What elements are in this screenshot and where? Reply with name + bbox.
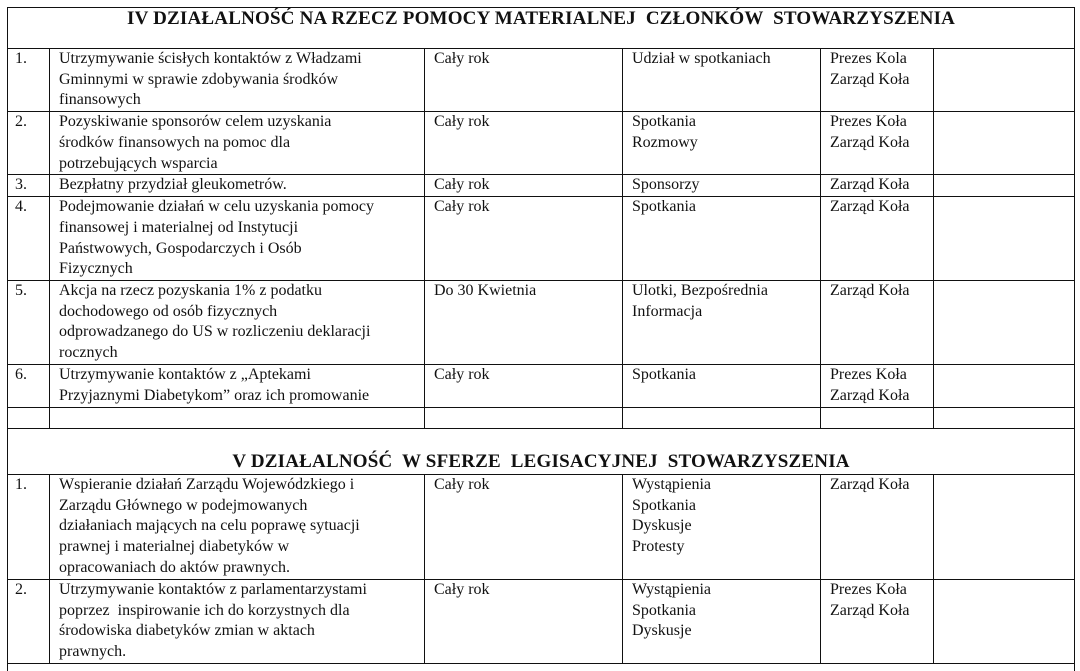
responsible-cell-line: Prezes Koła bbox=[830, 365, 907, 383]
activity-cell-line: działaniach mających na celu poprawę sytuacji bbox=[59, 517, 360, 535]
responsible-cell bbox=[821, 364, 934, 407]
responsible-cell-line: Zarząd Koła bbox=[830, 198, 910, 216]
notes-cell bbox=[934, 281, 1075, 365]
form-cell-line: Spotkania bbox=[632, 601, 696, 619]
activity-cell-line: Przyjaznymi Diabetykom” oraz ich promowanie bbox=[59, 386, 370, 404]
form-cell-line: Wystąpienia bbox=[632, 580, 712, 598]
responsible-cell-line: Zarząd Koła bbox=[830, 133, 910, 151]
activity-cell-line: Utrzymywanie kontaktów z parlamentarzystami bbox=[59, 580, 367, 598]
table-body bbox=[8, 8, 1075, 664]
form-cell bbox=[623, 281, 821, 365]
form-cell-line: Informacja bbox=[632, 302, 703, 320]
responsible-cell bbox=[821, 197, 934, 281]
activity-cell bbox=[50, 407, 425, 428]
form-cell bbox=[623, 112, 821, 175]
activity-cell-line: Utrzymywanie ścisłych kontaktów z Władzami bbox=[59, 50, 362, 67]
deadline-cell bbox=[425, 407, 623, 428]
deadline-cell: Cały rok bbox=[425, 474, 623, 579]
responsible-cell-line: Zarząd Koła bbox=[830, 386, 910, 404]
notes-cell bbox=[934, 579, 1075, 663]
row-number bbox=[8, 407, 50, 428]
responsible-cell bbox=[821, 474, 934, 579]
notes-cell bbox=[934, 49, 1075, 112]
table-row bbox=[8, 364, 1075, 407]
responsible-cell-line: Zarząd Koła bbox=[830, 70, 910, 88]
deadline-cell: Cały rok bbox=[425, 175, 623, 197]
form-cell bbox=[623, 364, 821, 407]
row-number: 2. bbox=[8, 579, 50, 663]
deadline-cell: Do 30 Kwietnia bbox=[425, 281, 623, 365]
deadline-cell: Cały rok bbox=[425, 112, 623, 175]
activity-cell-line: rocznych bbox=[59, 344, 118, 362]
activity-cell-line: Akcja na rzecz pozyskania 1% z podatku bbox=[59, 282, 322, 300]
form-cell bbox=[623, 407, 821, 428]
responsible-cell-line: Zarząd Koła bbox=[830, 475, 910, 493]
form-cell-line: Udział w spotkaniach bbox=[632, 50, 771, 67]
notes-cell bbox=[934, 197, 1075, 281]
activity-cell bbox=[50, 175, 425, 197]
form-cell bbox=[623, 197, 821, 281]
form-cell bbox=[623, 49, 821, 112]
responsible-cell bbox=[821, 112, 934, 175]
section-title: IV DZIAŁALNOŚĆ NA RZECZ POMOCY MATERIALNEJ CZŁONKÓW STOWARZYSZENIA bbox=[8, 8, 1075, 49]
activity-cell bbox=[50, 281, 425, 365]
section-header-row bbox=[8, 8, 1075, 49]
section-title: V DZIAŁALNOŚĆ W SFERZE LEGISACYJNEJ STOWARZYSZENIA bbox=[8, 428, 1075, 474]
activity-cell-line: finansowych bbox=[59, 91, 141, 109]
table-row bbox=[8, 197, 1075, 281]
form-cell bbox=[623, 175, 821, 197]
row-number: 1. bbox=[8, 474, 50, 579]
deadline-cell: Cały rok bbox=[425, 364, 623, 407]
row-number: 4. bbox=[8, 197, 50, 281]
table-continuation bbox=[7, 661, 1075, 671]
responsible-cell-line: Prezes Kola bbox=[830, 50, 907, 67]
deadline-cell: Cały rok bbox=[425, 49, 623, 112]
form-cell-line: Spotkania bbox=[632, 496, 696, 514]
responsible-cell-line: Zarząd Koła bbox=[830, 282, 910, 300]
activity-cell-line: Bezpłatny przydział gleukometrów. bbox=[59, 176, 287, 194]
notes-cell bbox=[934, 175, 1075, 197]
row-number: 6. bbox=[8, 364, 50, 407]
responsible-cell bbox=[821, 281, 934, 365]
activity-cell-line: dochodowego od osób fizycznych bbox=[59, 302, 278, 320]
responsible-cell bbox=[821, 175, 934, 197]
table-row bbox=[8, 474, 1075, 579]
activity-cell-line: prawnych. bbox=[59, 642, 127, 660]
form-cell-line: Spotkania bbox=[632, 113, 696, 131]
activity-cell-line: Fizycznych bbox=[59, 260, 133, 278]
form-cell bbox=[623, 579, 821, 663]
activity-cell bbox=[50, 579, 425, 663]
row-number: 2. bbox=[8, 112, 50, 175]
activity-plan-table bbox=[7, 7, 1075, 664]
activity-cell-line: Pozyskiwanie sponsorów celem uzyskania bbox=[59, 113, 332, 131]
activity-cell bbox=[50, 197, 425, 281]
activity-cell-line: poprzez inspirowanie ich do korzystnych dla bbox=[59, 601, 350, 619]
row-number: 1. bbox=[8, 49, 50, 112]
activity-cell-line: Zarządu Głównego w podejmowanych bbox=[59, 496, 308, 514]
form-cell-line: Protesty bbox=[632, 537, 685, 555]
activity-cell-line: Wspieranie działań Zarządu Wojewódzkiego i bbox=[59, 475, 355, 493]
form-cell-line: Ulotki, Bezpośrednia bbox=[632, 282, 768, 300]
activity-cell bbox=[50, 112, 425, 175]
activity-cell-line: Utrzymywanie kontaktów z „Aptekami bbox=[59, 365, 311, 383]
activity-cell-line: Państwowych, Gospodarczych i Osób bbox=[59, 239, 302, 257]
activity-cell-line: opracowaniach do aktów prawnych. bbox=[59, 558, 291, 576]
notes-cell bbox=[934, 407, 1075, 428]
empty-table-row bbox=[8, 407, 1075, 428]
activity-cell-line: finansowej i materialnej od Instytucji bbox=[59, 218, 299, 236]
form-cell-line: Spotkania bbox=[632, 365, 696, 383]
deadline-cell: Cały rok bbox=[425, 579, 623, 663]
table-row bbox=[8, 112, 1075, 175]
activity-cell-line: potrzebujących wsparcia bbox=[59, 154, 218, 172]
form-cell-line: Wystąpienia bbox=[632, 475, 712, 493]
form-cell bbox=[623, 474, 821, 579]
form-cell-line: Dyskusje bbox=[632, 517, 692, 535]
table-row bbox=[8, 579, 1075, 663]
responsible-cell bbox=[821, 49, 934, 112]
activity-cell-line: środków finansowych na pomoc dla bbox=[59, 133, 291, 151]
responsible-cell-line: Zarząd Koła bbox=[830, 601, 910, 619]
activity-cell bbox=[50, 49, 425, 112]
activity-cell-line: środowiska diabetyków zmian w aktach bbox=[59, 622, 315, 640]
responsible-cell-line: Prezes Koła bbox=[830, 113, 907, 131]
section-header-row bbox=[8, 428, 1075, 474]
row-number: 5. bbox=[8, 281, 50, 365]
notes-cell bbox=[934, 364, 1075, 407]
deadline-cell: Cały rok bbox=[425, 197, 623, 281]
activity-cell bbox=[50, 364, 425, 407]
activity-cell-line: odprowadzanego do US w rozliczeniu deklaracji bbox=[59, 323, 371, 341]
responsible-cell bbox=[821, 407, 934, 428]
responsible-cell bbox=[821, 579, 934, 663]
form-cell-line: Sponsorzy bbox=[632, 176, 700, 194]
table-row bbox=[8, 281, 1075, 365]
form-cell-line: Dyskusje bbox=[632, 622, 692, 640]
form-cell-line: Spotkania bbox=[632, 198, 696, 216]
form-cell-line: Rozmowy bbox=[632, 133, 698, 151]
responsible-cell-line: Prezes Koła bbox=[830, 580, 907, 598]
activity-cell-line: Gminnymi w sprawie zdobywania środków bbox=[59, 70, 339, 88]
notes-cell bbox=[934, 474, 1075, 579]
table-row bbox=[8, 175, 1075, 197]
table-row bbox=[8, 49, 1075, 112]
notes-cell bbox=[934, 112, 1075, 175]
row-number: 3. bbox=[8, 175, 50, 197]
activity-cell-line: Podejmowanie działań w celu uzyskania pomocy bbox=[59, 198, 375, 216]
activity-cell bbox=[50, 474, 425, 579]
responsible-cell-line: Zarząd Koła bbox=[830, 176, 910, 194]
activity-cell-line: prawnej i materialnej diabetyków w bbox=[59, 537, 290, 555]
